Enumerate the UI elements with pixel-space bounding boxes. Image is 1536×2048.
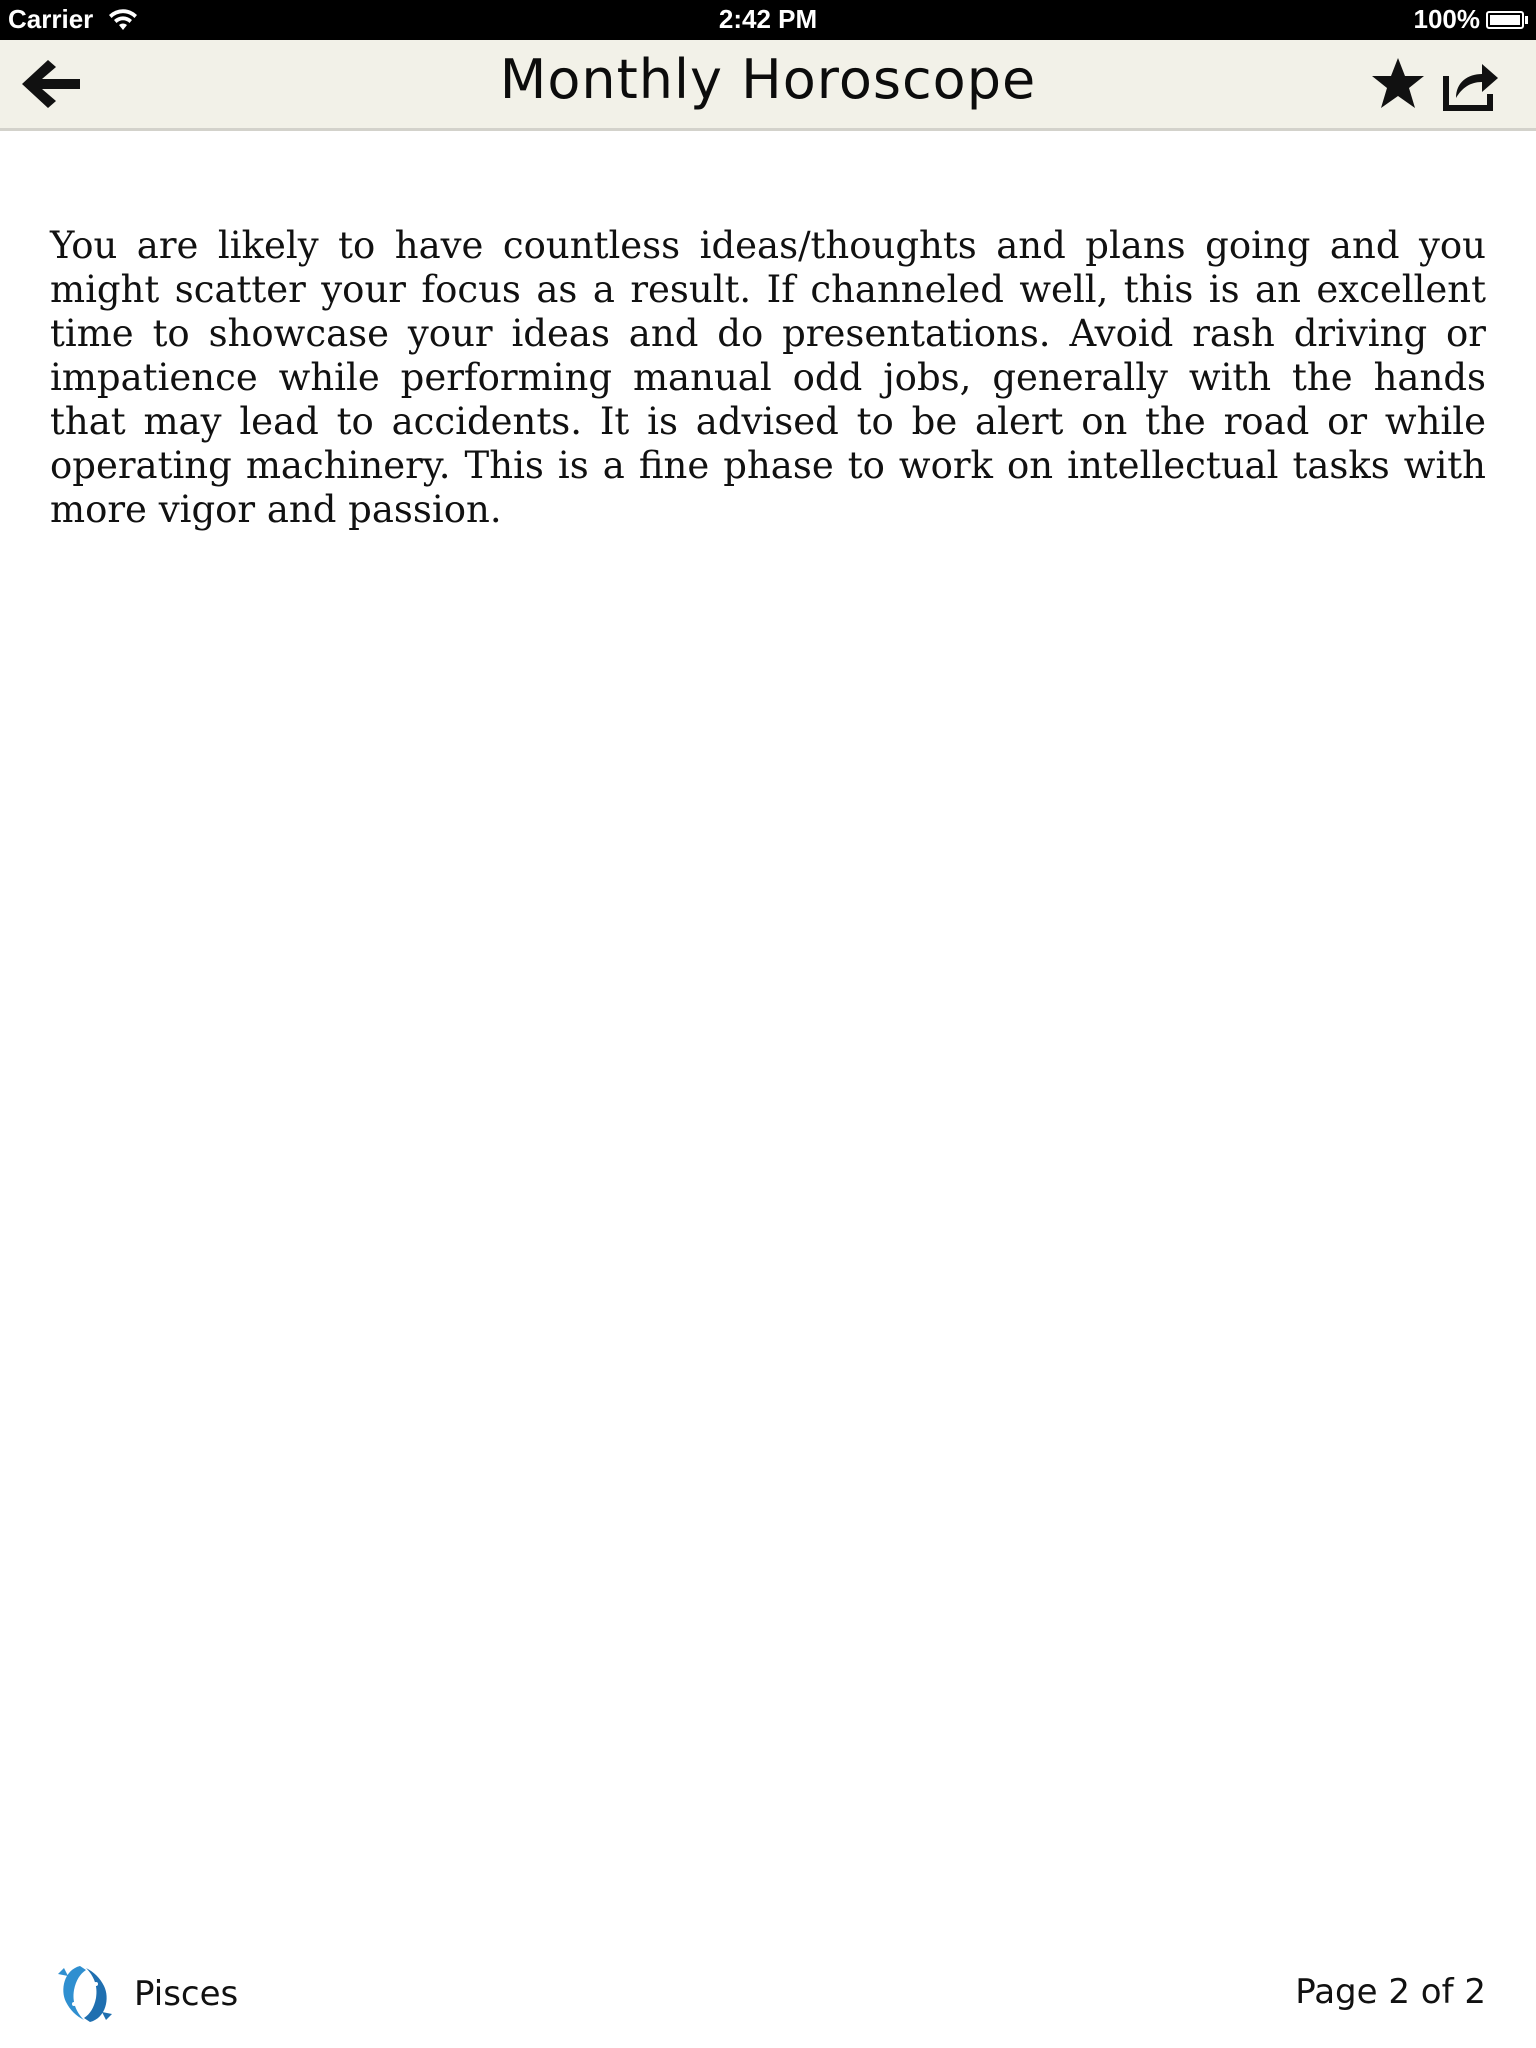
battery-tip bbox=[1525, 16, 1528, 24]
battery-percent: 100% bbox=[1413, 4, 1480, 34]
share-icon bbox=[1440, 54, 1502, 114]
nav-bar bbox=[0, 40, 1536, 131]
carrier-label: Carrier bbox=[8, 4, 94, 34]
page-indicator: Page 2 of 2 bbox=[1295, 1972, 1486, 2012]
battery-fill bbox=[1490, 15, 1520, 25]
sign-label: Pisces bbox=[134, 1974, 239, 2014]
horoscope-text: You are likely to have countless ideas/thoughts and plans going and you might scatter your focus as a result. If channeled well, this is an excellent time to showcase your ideas and do presentations. Avoid rash driving or impatience while performing manual odd jobs, generally with the hands that may lead to accidents. It is advised to be alert on the road or while operating machinery. This is a fine phase to work on intellectual tasks with more vigor and passion. bbox=[50, 224, 1486, 531]
share-button[interactable] bbox=[1440, 54, 1502, 114]
status-bar bbox=[0, 0, 1536, 40]
pisces-icon bbox=[50, 1960, 120, 2028]
status-time: 2:42 PM bbox=[718, 4, 818, 34]
battery-icon bbox=[1486, 11, 1524, 29]
favorite-button[interactable] bbox=[1368, 54, 1428, 114]
footer-sign bbox=[50, 1960, 238, 2028]
page-title: Monthly Horoscope bbox=[499, 48, 1037, 111]
status-battery bbox=[1414, 4, 1529, 35]
star-icon bbox=[1368, 54, 1428, 114]
